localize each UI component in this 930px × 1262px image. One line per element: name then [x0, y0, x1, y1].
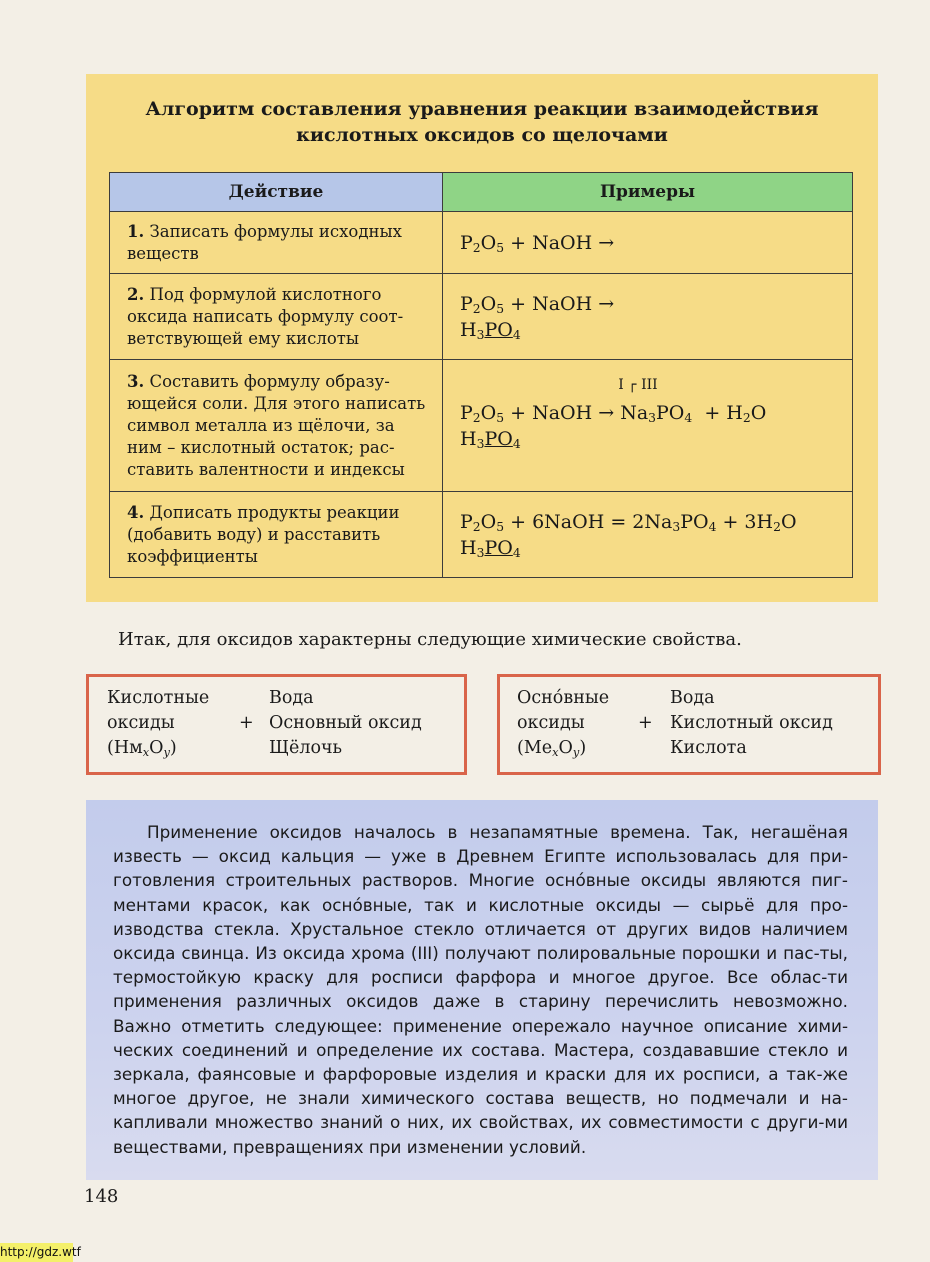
- step-text: Дописать продукты реакции (добавить воду) и расставить коэффициенты: [127, 502, 400, 566]
- acidic-formula: $(Нм_xO_y)$: [107, 738, 177, 759]
- algorithm-title-line1: Алгоритм составления уравнения реакции взаимодействия: [145, 98, 819, 120]
- step-text: Записать формулы исходных веществ: [127, 221, 402, 263]
- watermark-link[interactable]: http://gdz.wtf: [0, 1243, 73, 1262]
- plus-sign: +: [638, 713, 653, 733]
- table-header-row: [110, 173, 853, 212]
- example-cell: $P_2O_5$ + NaOH → $H_3PO_4$: [443, 274, 853, 360]
- acidic-oxide-label: Кислотные оксиды $(Нм_xO_y)$: [107, 686, 209, 761]
- example-cell: $P_2O_5$ + NaOH → Na I ┌ III $_3PO_4 + H_2O$ $H_3PO_4$: [443, 360, 853, 492]
- info-paragraph: Применение оксидов началось в незапамятные времена. Так, негашёная известь — оксид кальция — уже в Древнем Египте использовалась для при-готовления строительных растворов. Многие оснóвные оксиды являются пиг-ментами красок, как оснóвные, так и кислотные оксиды — сырьё для про-изводства стекла. Хрустальное стекло отличается от других видов наличием оксида свинца. Из оксида хрома (III) получают полировальные порошки и пас-ты, термостойкую краску для росписи фарфора и многое другое. Все облас-ти применения различных оксидов даже в старину перечислить невозможно. Важно отметить следующее: применение опережало научное описание хими-ческих соединений и определение их состава. Мастера, создававшие стекло и зеркала, фаянсовые и фарфоровые изделия и краски для их росписи, а так-же многое другое, не знали химического состава веществ, но подмечали и на-капливали множество знаний о них, их свойствах, их совместимости с други-ми веществами, превращениях при изменении условий.: [113, 822, 848, 1157]
- example-cell: $P_2O_5$ + NaOH →: [443, 212, 853, 274]
- table-row: [110, 212, 853, 274]
- basic-oxide-box: [497, 674, 881, 775]
- algorithm-block: [86, 74, 878, 602]
- table-row: [110, 492, 853, 578]
- algorithm-title: [86, 96, 878, 148]
- algorithm-table: [109, 172, 853, 578]
- step-cell: [110, 274, 443, 360]
- header-examples: Примеры: [443, 173, 853, 212]
- acidic-reactants: Вода Основный оксид Щёлочь: [269, 688, 422, 758]
- algorithm-title-line2: кислотных оксидов со щелочами: [296, 124, 668, 146]
- summary-sentence: Итак, для оксидов характерны следующие химические свойства.: [118, 629, 742, 650]
- step-cell: [110, 492, 443, 578]
- step-text: Составить формулу образу-ющейся соли. Для этого написать символ металла из щёлочи, за ним – кислотный остаток; рас-ставить валентности и индексы: [127, 371, 426, 479]
- step-number: 4.: [127, 502, 145, 522]
- step-cell: [110, 212, 443, 274]
- basic-reactants: Вода Кислотный оксид Кислота: [670, 688, 833, 758]
- acidic-oxide-box: [86, 674, 467, 775]
- basic-formula: $(Me_xO_y)$: [517, 738, 587, 759]
- valence-marks: I ┌ III: [618, 376, 658, 393]
- step-number: 1.: [127, 221, 145, 241]
- step-cell: [110, 360, 443, 492]
- step-number: 3.: [127, 371, 145, 391]
- basic-oxide-label: Оснóвные оксиды $(Me_xO_y)$: [517, 686, 609, 761]
- step-number: 2.: [127, 284, 145, 304]
- table-row: [110, 274, 853, 360]
- step-text: Под формулой кислотного оксида написать формулу соот-ветствующей ему кислоты: [127, 284, 404, 348]
- example-cell: $P_2O_5$ + 6NaOH = $2Na_3PO_4 + 3H_2O$ $H_3PO_4$: [443, 492, 853, 578]
- header-action: Действие: [110, 173, 443, 212]
- table-row: [110, 360, 853, 492]
- plus-sign: +: [239, 713, 254, 733]
- page-number: 148: [84, 1186, 119, 1207]
